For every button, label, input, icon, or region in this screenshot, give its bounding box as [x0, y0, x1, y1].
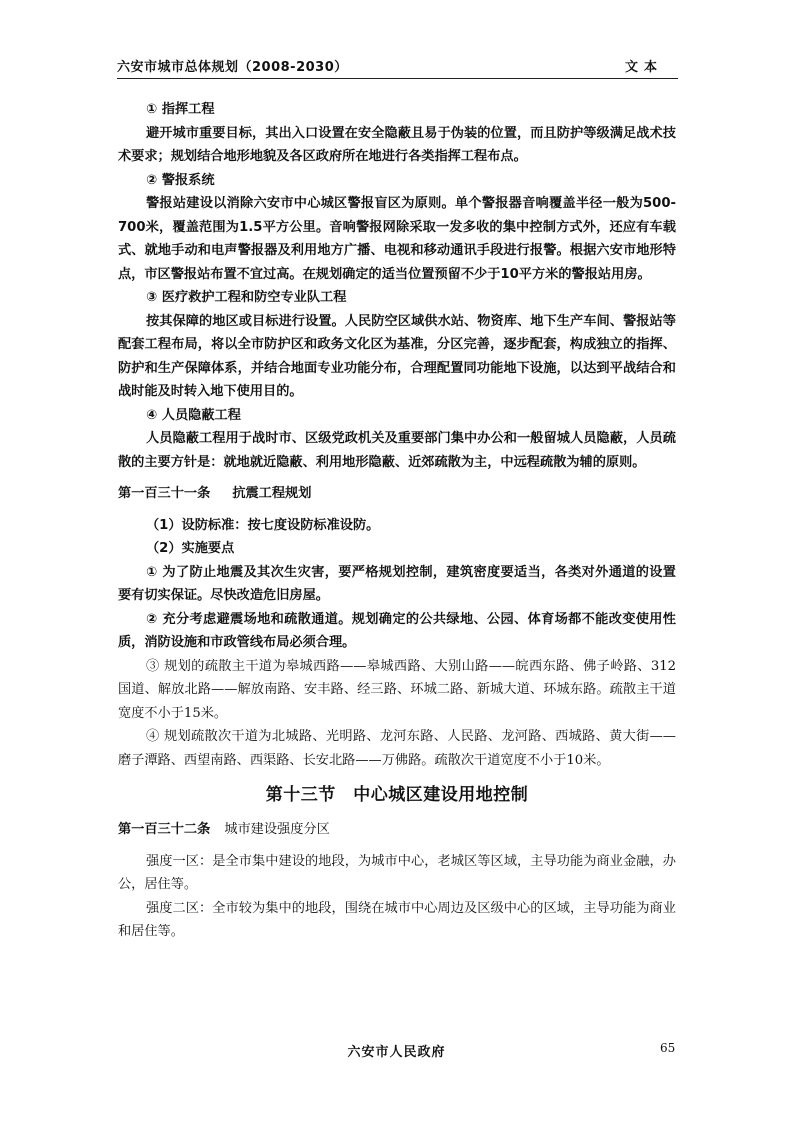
footer-organization: 六安市人民政府: [347, 1045, 446, 1060]
article-number: 第一百三十一条: [118, 486, 211, 501]
paragraph: 按其保障的地区或目标进行设置。人民防空区域供水站、物资库、地下生产车间、警报站等配套工程布局，将以全市防护区和政务文化区为基准，分区完善，逐步配套，构成独立的指挥、防护和生产保障体系，并结合地面专业功能分布，合理配置同功能地下设施，以达到平战结合和战时能及时转入地下使用目的。: [118, 313, 676, 399]
page-header: [117, 56, 678, 79]
article-heading: [118, 482, 676, 506]
subheading: ② 警报系统: [146, 172, 215, 188]
article-number: 第一百三十二条: [118, 822, 211, 837]
paragraph: 人员隐蔽工程用于战时市、区级党政机关及重要部门集中办公和一般留城人员隐蔽，人员疏散的主要方针是：就地就近隐蔽、利用地形隐蔽、近郊疏散为主，中远程疏散为辅的原则。: [118, 431, 676, 470]
paragraph: ① 为了防止地震及其次生灾害，要严格规划控制，建筑密度要适当，各类对外通道的设置要有切实保证。尽快改造危旧房屋。: [118, 564, 676, 603]
subheading: ① 指挥工程: [146, 102, 215, 117]
paragraph: 强度一区：是全市集中建设的地段，为城市中心，老城区等区域，主导功能为商业金融，办公，居住等。: [118, 853, 676, 892]
paragraph: 避开城市重要目标，其出入口设置在安全隐蔽且易于伪装的位置，而且防护等级满足战术技术要求；规划结合地形地貌及各区政府所在地进行各类指挥工程布点。: [118, 125, 676, 164]
page-number: 65: [660, 1041, 676, 1055]
article-title: 抗震工程规划: [232, 486, 312, 501]
header-section-label: 文本: [624, 60, 663, 75]
document-body: [118, 98, 676, 944]
subheading: （1）设防标准：按七度设防标准设防。: [146, 517, 380, 533]
paragraph: 警报站建设以消除六安市中心城区警报盲区为原则。单个警报器音响覆盖半径一般为500-700米，覆盖范围为1.5平方公里。音响警报网除采取一发多收的集中控制方式外，还应有车载式、就地手动和电声警报器及利用地方广播、电视和移动通讯手段进行报警。根据六安市地形特点，市区警报站布置不宜过高。在规划确定的适当位置预留不少于10平方米的警报站用房。: [118, 196, 676, 282]
article-title: 城市建设强度分区: [224, 822, 330, 837]
paragraph: 强度二区：全市较为集中的地段，围绕在城市中心周边及区级中心的区域，主导功能为商业和居住等。: [118, 900, 676, 939]
paragraph: ③ 规划的疏散主干道为皋城西路——皋城西路、大别山路——皖西东路、佛子岭路、312国道、解放北路——解放南路、安丰路、经三路、环城二路、新城大道、环城东路。疏散主干道宽度不小于15米。: [118, 658, 676, 721]
subheading: （2）实施要点: [146, 541, 235, 556]
section-title: 第十三节 中心城区建设用地控制: [265, 785, 529, 805]
paragraph: ④ 规划疏散次干道为北城路、光明路、龙河东路、人民路、龙河路、西城路、黄大街——磨子潭路、西望南路、西渠路、长安北路——万佛路。疏散次干道宽度不小于10米。: [118, 729, 676, 768]
document-title: 六安市城市总体规划（2008-2030）: [117, 60, 348, 75]
subheading: ④ 人员隐蔽工程: [146, 407, 241, 423]
article-heading: [118, 818, 676, 842]
paragraph: ② 充分考虑避震场地和疏散通道。规划确定的公共绿地、公园、体育场都不能改变使用性质，消防设施和市政管线布局必须合理。: [118, 611, 676, 650]
subheading: ③ 医疗救护工程和防空专业队工程: [146, 290, 347, 305]
